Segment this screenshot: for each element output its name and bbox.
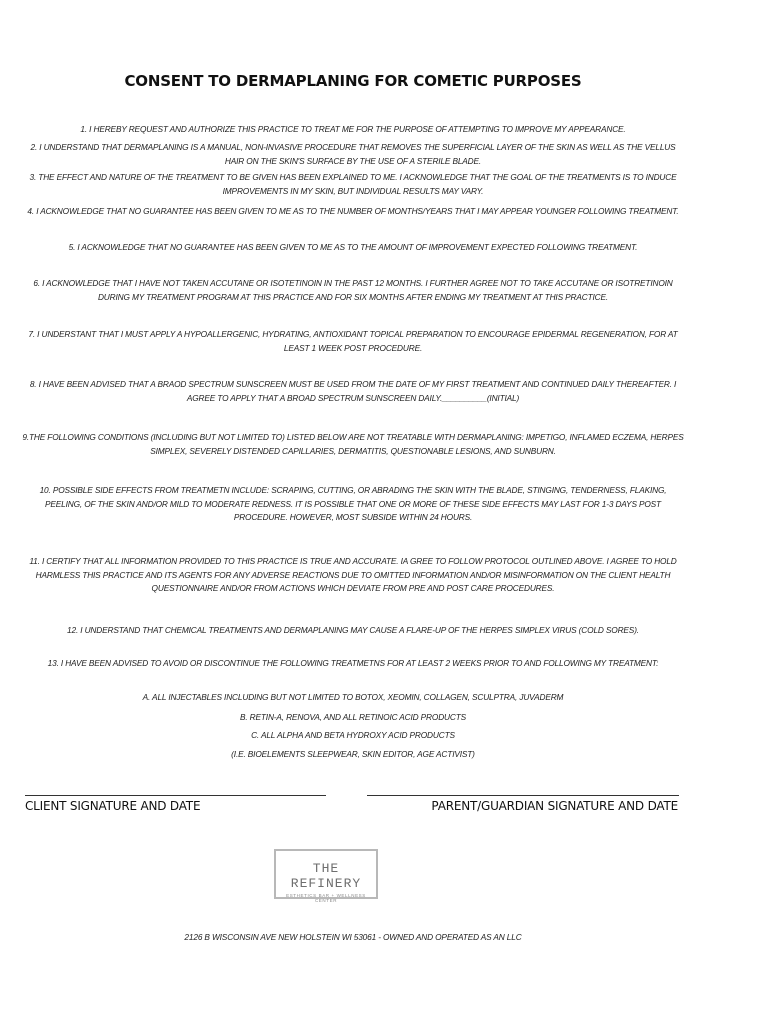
consent-item-4: 4. I ACKNOWLEDGE THAT NO GUARANTEE HAS BEEN GIVEN TO ME AS TO THE NUMBER OF MONTHS/YEARS THAT I MAY APPEAR YOUNGER FOLLOWING TREATMENT. — [27, 206, 679, 216]
consent-item-3: 3. THE EFFECT AND NATURE OF THE TREATMENT TO BE GIVEN HAS BEEN EXPLAINED TO ME. I ACKNOWLEDGE THAT THE GOAL OF THE TREATMENTS IS TO INDUCE IMPROVEMENTS IN MY SKIN, BUT INDIVIDUAL RESULTS MAY VARY. — [29, 172, 677, 196]
logo-name: THE REFINERY — [290, 861, 362, 891]
footer-address: 2126 B WISCONSIN AVE NEW HOLSTEIN WI 53061 - OWNED AND OPERATED AS AN LLC — [184, 932, 522, 942]
consent-item-2: 2. I UNDERSTAND THAT DERMAPLANING IS A MANUAL, NON-INVASIVE PROCEDURE THAT REMOVES THE SUPERFICIAL LAYER OF THE SKIN AS WELL AS THE VELLUS HAIR ON THE SKIN'S SURFACE BY THE USE OF A STERILE BLADE. — [30, 142, 676, 166]
the-refinery-logo — [274, 849, 378, 903]
consent-item-13: 13. I HAVE BEEN ADVISED TO AVOID OR DISCONTINUE THE FOLLOWING TREATMETNS FOR AT LEAST 2 WEEKS PRIOR TO AND FOLLOWING MY TREATMENT: — [47, 658, 659, 668]
document-title: CONSENT TO DERMAPLANING FOR COMETIC PURPOSES — [124, 72, 582, 90]
consent-item-10: 10. POSSIBLE SIDE EFFECTS FROM TREATMETN INCLUDE: SCRAPING, CUTTING, OR ABRADING THE SKIN WITH THE BLADE, STINGING, TENDERNESS, FLAKING, PEELING, OF THE SKIN AND/OR MILD TO MODERATE REDNESS. IT IS POSSIBLE THAT ONE OR MORE OF THESE SIDE EFFECTS MAY LAST FOR 1-3 DAYS POST PROCEDURE. HOWEVER, MOST SUBSIDE WITHIN 24 HOURS. — [39, 485, 667, 522]
guardian-signature-line[interactable] — [367, 784, 679, 796]
consent-item-1: 1. I HEREBY REQUEST AND AUTHORIZE THIS PRACTICE TO TREAT ME FOR THE PURPOSE OF ATTEMPTING TO IMPROVE MY APPEARANCE. — [80, 124, 626, 134]
subitem-b: B. RETIN-A, RENOVA, AND ALL RETINOIC ACID PRODUCTS — [239, 712, 467, 722]
guardian-signature-label: PARENT/GUARDIAN SIGNATURE AND DATE — [431, 799, 678, 813]
subitem-c: C. ALL ALPHA AND BETA HYDROXY ACID PRODUCTS — [251, 730, 455, 740]
client-signature-line[interactable] — [25, 784, 326, 796]
consent-item-6: 6. I ACKNOWLEDGE THAT I HAVE NOT TAKEN ACCUTANE OR ISOTETINOIN IN THE PAST 12 MONTHS. I FURTHER AGREE NOT TO TAKE ACCUTANE OR ISOTRETINOIN DURING MY TREATMENT PROGRAM AT THIS PRACTICE AND FOR SIX MONTHS AFTER ENDING MY TREATMENT AT THIS PRACTICE. — [33, 278, 673, 302]
client-signature-label: CLIENT SIGNATURE AND DATE — [25, 799, 201, 813]
consent-item-12: 12. I UNDERSTAND THAT CHEMICAL TREATMENTS AND DERMAPLANING MAY CAUSE A FLARE-UP OF THE HERPES SIMPLEX VIRUS (COLD SORES). — [67, 625, 639, 635]
consent-item-9: 9.THE FOLLOWING CONDITIONS (INCLUDING BUT NOT LIMITED TO) LISTED BELOW ARE NOT TREATABLE WITH DERMAPLANING: IMPETIGO, INFLAMED ECZEMA, HERPES SIMPLEX, SEVERELY DISTENDED CAPILLARIES, DERMATITIS, QUESTIONABLE LESIONS, AND SUNBURN. — [22, 432, 684, 456]
logo-tagline: ESTHETICS BAR + WELLNESS CENTER — [286, 893, 366, 903]
consent-item-5: 5. I ACKNOWLEDGE THAT NO GUARANTEE HAS BEEN GIVEN TO ME AS TO THE AMOUNT OF IMPROVEMENT EXPECTED FOLLOWING TREATMENT. — [68, 242, 638, 252]
subitem-a: A. ALL INJECTABLES INCLUDING BUT NOT LIMITED TO BOTOX, XEOMIN, COLLAGEN, SCULPTRA, JUVADERM — [142, 692, 564, 702]
consent-item-8: 8. I HAVE BEEN ADVISED THAT A BRAOD SPECTRUM SUNSCREEN MUST BE USED FROM THE DATE OF MY FIRST TREATMENT AND CONTINUED DAILY THEREAFTER. I AGREE TO APPLY THAT A BROAD SPECTRUM SUNSCREEN DAILY.__________(INITIAL) — [29, 379, 677, 403]
consent-item-7: 7. I UNDERSTANT THAT I MUST APPLY A HYPOALLERGENIC, HYDRATING, ANTIOXIDANT TOPICAL PREPARATION TO ENCOURAGE EPIDERMAL REGENERATION, FOR AT LEAST 1 WEEK POST PROCEDURE. — [28, 329, 678, 353]
consent-item-11: 11. I CERTIFY THAT ALL INFORMATION PROVIDED TO THIS PRACTICE IS TRUE AND ACCURATE. IA GREE TO FOLLOW PROTOCOL OUTLINED ABOVE. I AGREE TO HOLD HARMLESS THIS PRACTICE AND ITS AGENTS FOR ANY ADVERSE REACTIONS DUE TO OMITTED INFORMATION AND/OR MISINFORMATION ON THE CLIENT HEALTH QUESTIONNAIRE AND/OR FROM ACTIONS WHICH DEVIATE FROM PRE AND POST CARE PROCEDURES. — [29, 556, 677, 593]
subitem-examples: (I.E. BIOELEMENTS SLEEPWEAR, SKIN EDITOR, AGE ACTIVIST) — [231, 749, 475, 759]
